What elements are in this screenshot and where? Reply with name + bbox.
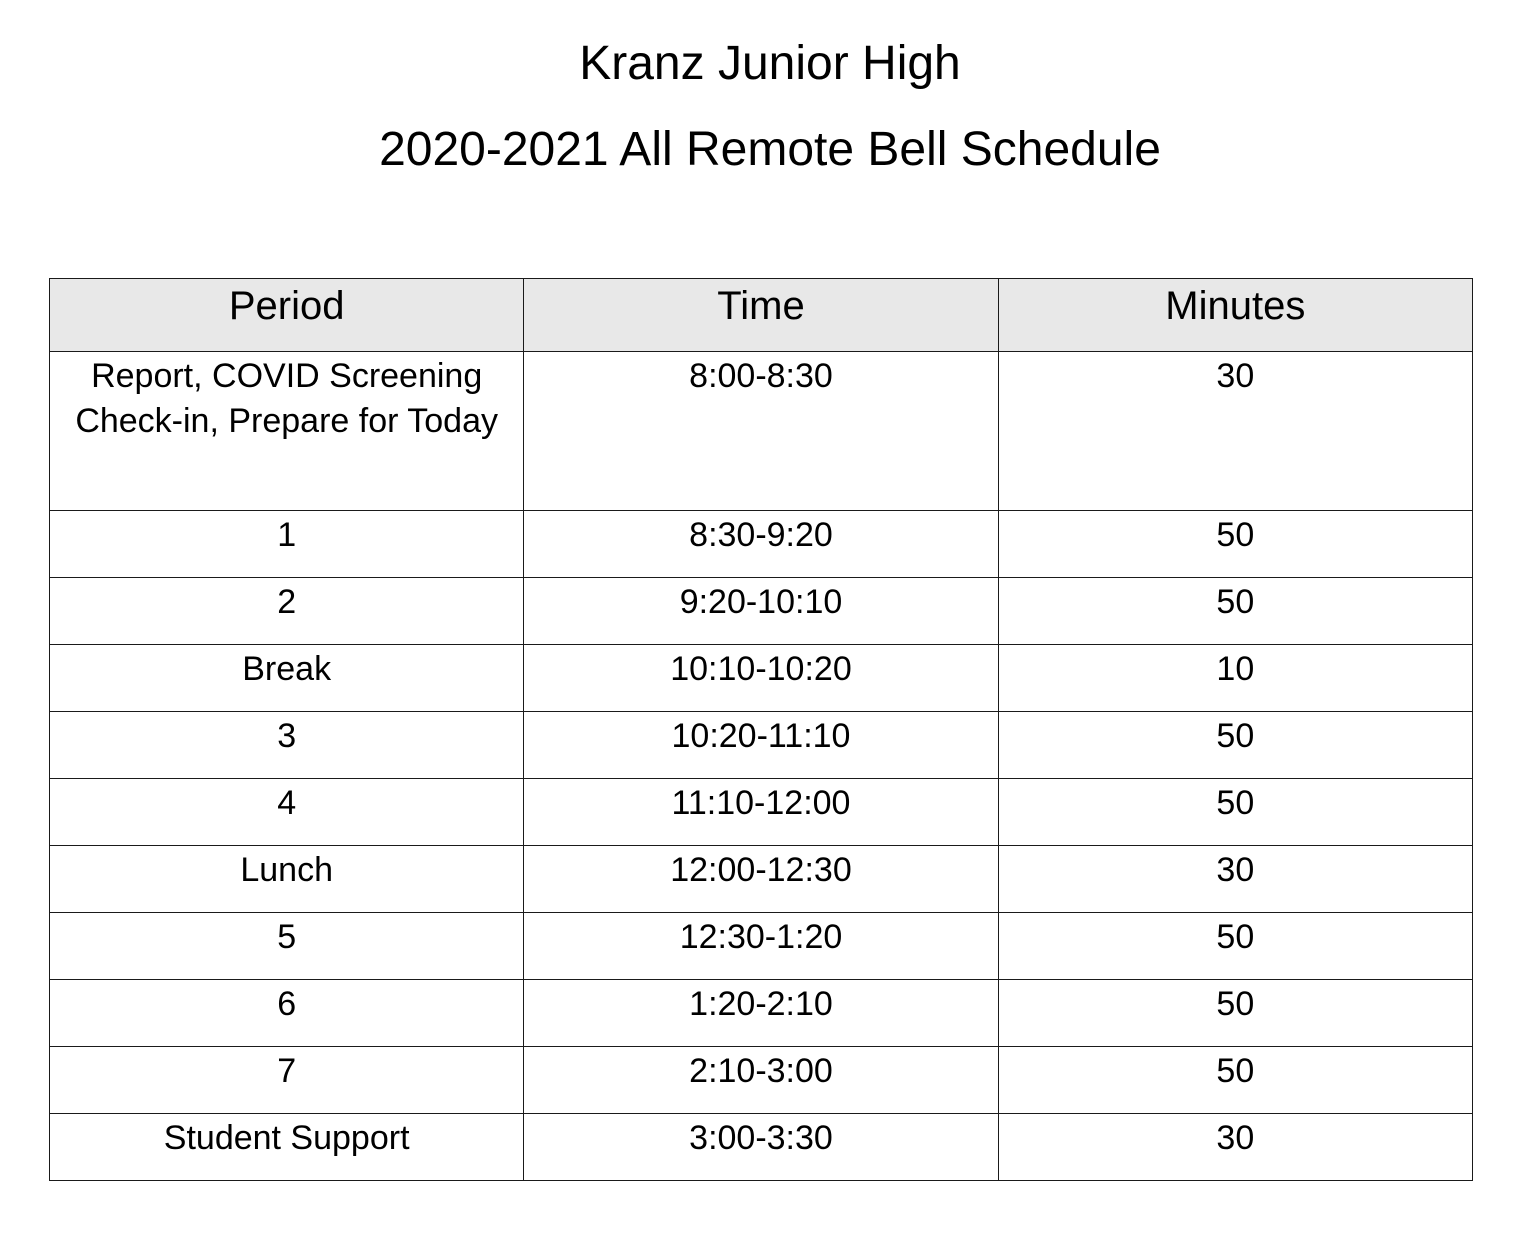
period-cell: Student Support — [50, 1114, 524, 1181]
minutes-cell: 50 — [998, 980, 1472, 1047]
table-row — [50, 578, 1473, 645]
table-row — [50, 511, 1473, 578]
minutes-cell: 10 — [998, 645, 1472, 712]
schedule-title: 2020-2021 All Remote Bell Schedule — [379, 123, 1161, 176]
table-header-row — [50, 279, 1473, 352]
period-cell: Break — [50, 645, 524, 712]
table-row — [50, 779, 1473, 846]
period-cell: 1 — [50, 511, 524, 578]
column-header-period: Period — [50, 279, 524, 352]
period-cell: Lunch — [50, 846, 524, 913]
table-row — [50, 846, 1473, 913]
time-cell: 11:10-12:00 — [524, 779, 998, 846]
period-cell: 6 — [50, 980, 524, 1047]
column-header-time: Time — [524, 279, 998, 352]
table-row — [50, 712, 1473, 779]
period-cell: 5 — [50, 913, 524, 980]
time-cell: 12:00-12:30 — [524, 846, 998, 913]
time-cell: 8:30-9:20 — [524, 511, 998, 578]
bell-schedule-table — [49, 278, 1473, 1181]
time-cell: 9:20-10:10 — [524, 578, 998, 645]
column-header-minutes: Minutes — [998, 279, 1472, 352]
time-cell: 10:20-11:10 — [524, 712, 998, 779]
minutes-cell: 50 — [998, 1047, 1472, 1114]
minutes-cell: 30 — [998, 846, 1472, 913]
minutes-cell: 30 — [998, 1114, 1472, 1181]
minutes-cell: 50 — [998, 779, 1472, 846]
minutes-cell: 50 — [998, 913, 1472, 980]
minutes-cell: 30 — [998, 352, 1472, 511]
minutes-cell: 50 — [998, 712, 1472, 779]
time-cell: 1:20-2:10 — [524, 980, 998, 1047]
time-cell: 12:30-1:20 — [524, 913, 998, 980]
table-row — [50, 1047, 1473, 1114]
table-row — [50, 980, 1473, 1047]
table-row — [50, 1114, 1473, 1181]
table-row — [50, 913, 1473, 980]
time-cell: 2:10-3:00 — [524, 1047, 998, 1114]
minutes-cell: 50 — [998, 578, 1472, 645]
table-row — [50, 352, 1473, 511]
time-cell: 10:10-10:20 — [524, 645, 998, 712]
time-cell: 8:00-8:30 — [524, 352, 998, 511]
table-row — [50, 645, 1473, 712]
minutes-cell: 50 — [998, 511, 1472, 578]
period-cell: 4 — [50, 779, 524, 846]
period-cell: 7 — [50, 1047, 524, 1114]
period-cell: Report, COVID Screening Check-in, Prepare for Today — [50, 352, 524, 511]
period-cell: 2 — [50, 578, 524, 645]
time-cell: 3:00-3:30 — [524, 1114, 998, 1181]
school-name: Kranz Junior High — [579, 37, 961, 90]
period-cell: 3 — [50, 712, 524, 779]
